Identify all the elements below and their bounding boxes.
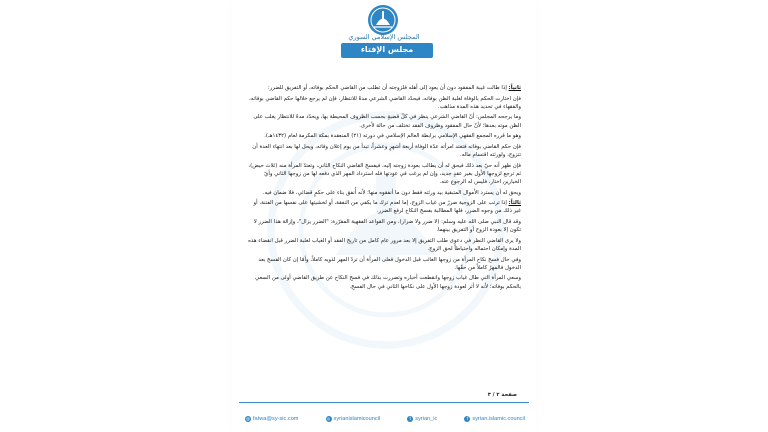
fatwa-body [248, 84, 521, 384]
contact-twitter[interactable] [407, 416, 437, 422]
paragraph: وسعي المرأة التي طال غياب زوجها وانقطعت أخباره وتضررت بذلك في فسخ النكاح عن طريق القاضي أولى من السعي بالحكم بوفاته؛ لأنه لا أثر لعودة زوجها الأول على نكاحها الثاني في حال الفسخ. [255, 275, 521, 290]
contact-website[interactable] [326, 416, 381, 422]
twitter-icon: t [407, 416, 413, 422]
contact-website-text: syrianislamicouncil [333, 416, 381, 422]
globe-icon: ◎ [326, 416, 331, 421]
footer [231, 402, 537, 432]
paragraph: فإن اختارت الحكم بالوفاة لغلبة الظن بوفاته، فيحدّد القاضي الشرعي مدةً للانتظار، فإن لم يرجع خلالها حكم القاضي بوفاته، والفقهاء في تحديد هذه المدة مذاهب. [248, 95, 521, 110]
contact-twitter-text: syrian_ic [415, 416, 438, 422]
contact-email-text: fatwa@sy-sic.com [253, 416, 299, 422]
email-icon: @ [246, 416, 250, 421]
paragraph: ولا يرى القاضي النظر في دعوى طلب التفريق إلا بعد مرور عام كامل من تاريخ الفقد أو الغياب لغلبة الضرر قبل انقضاء هذه المدة وإمكان احتماله واحتياطاً لحق الزوج. [248, 237, 521, 252]
contact-facebook-text: syrian.islamic.council [472, 416, 525, 422]
contact-facebook[interactable] [464, 416, 525, 422]
council-logo [367, 4, 399, 36]
letterhead [231, 0, 537, 70]
paragraph: ثانياً: إذا طالت غيبة المفقود دون أن يعود إلى أهله فلزوجته أن تطلب من القاضي الحكم بوفاته، أو التفريق للضرر: [267, 85, 521, 91]
department-banner [341, 43, 433, 58]
paragraph: فإن حكم القاضي بوفاته فتعتد امرأته عدّة الوفاة أربعة أشهرٍ وعشراً، تبدأ من يوم إعلان وفاته، ويحل لها بعد انتهاء العدة أن تتزوج، ولورثته اقتسام ماله. [252, 143, 521, 159]
footer-divider [239, 402, 529, 403]
paragraph: ويحق له أن يسترد الأموال المتبقية بيد ورثته فقط دون ما أنفقوه منها؛ لأنه أُنفق بناء على حكمٍ قضائي، فلا ضمان فيه. [262, 189, 521, 196]
contact-list [245, 412, 525, 426]
document-page [231, 0, 537, 432]
paragraph: وهو ما قرره المجمع الفقهي الإسلامي برابطة العالم الإسلامي في دورته (٢١) المنعقدة بمكة المكرمة لعام (١٤٣٢هـ). [264, 133, 521, 140]
paragraph: فإن ظهر أنه حيّ بعد ذلك فيحق له أن يطالب بعودة زوجته إليه، فيفسخ القاضي النكاح الثاني، وتعتدّ المرأة منه (ثلاث حيض)، ثم ترجع لزوجها الأول بغير عقدٍ جديد، وإن لم يرغب في عودتها فله استرداد المهر الذي دفعه لها من زوجها الثاني وأيّ الخيارين اختار، فليس له الرجوع عنه. [248, 162, 521, 185]
paragraph: وما يرجحه المجلس: أنّ القاضي الشرعي ينظر في كلّ قضيةٍ بحسب الظروف المحيطة بها، ويحدّد مدةً للانتظار يغلب على الظن موته بعدها؛ لأنّ حال المفقود وظروف الفقد تختلف من حالة لأخرى. [253, 114, 521, 129]
facebook-icon: f [464, 416, 470, 422]
department-title: مجلس الإفتاء [360, 45, 414, 54]
section-heading: ثانياً: [508, 85, 521, 91]
page-number: صفحة ٢ / ٣ [487, 392, 517, 398]
paragraph: وفي حال فسخ نكاح المرأة من زوجها الغائب قبل الدخول فعلى المرأة أن تردّ المهر لذويه كاملاً، وأمّا إن كان الفسخ بعد الدخول فالمهرُ كاملاً من حقّها. [258, 256, 521, 271]
contact-email[interactable] [245, 416, 298, 422]
organization-name: المجلس الإسلامي السوري [348, 33, 420, 41]
section-heading: ثالثاً: [508, 200, 521, 207]
paragraph: ثالثاً: إذا ترتب على الزوجية ضررٌ من غياب الزوج، إما لعدم ترك ما يكفي من النفقة، أو لخشيتها على نفسها من الفتنة، أو غير ذلك من وجوه الضرر، فلها المطالبة بفسخ النكاح لرفع الضرر. [253, 200, 521, 215]
paragraph: وقد قال النبي صلى الله عليه وسلم: (لا ضرر ولا ضرار)، ومن القواعد الفقهية المقرّرة: "الضرر يزال"، وإزالة هذا الضرر لا تكون إلا بعودة الزوج أو التفريق بينهما. [253, 219, 521, 234]
